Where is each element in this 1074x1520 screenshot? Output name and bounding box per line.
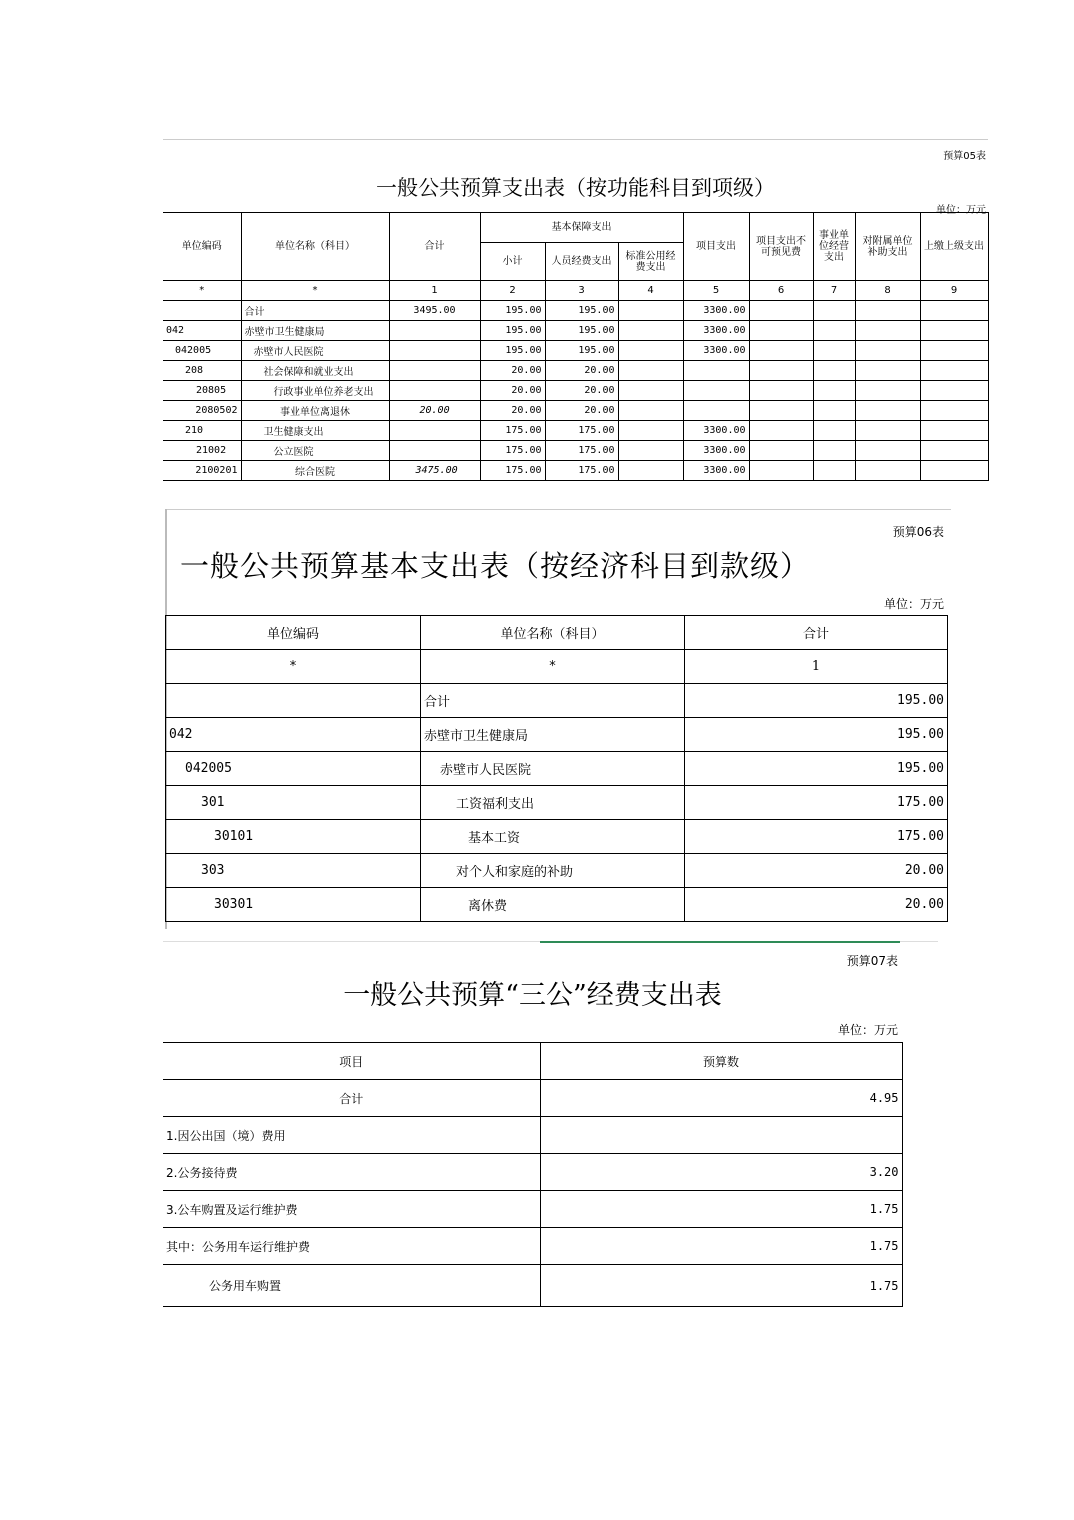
t06-total: 20.00 [685, 888, 948, 922]
table-row [166, 684, 948, 718]
table07 [163, 1042, 903, 1307]
table-row [163, 461, 988, 481]
t05-code: 21002 [163, 441, 241, 461]
t06-code: 042005 [166, 752, 421, 786]
t05-name: 事业单位离退休 [241, 401, 389, 421]
t05-idx: 7 [813, 281, 855, 301]
t07-item: 2.公务接待费 [163, 1154, 540, 1191]
table07-title: 一般公共预算“三公”经费支出表 [343, 980, 722, 1011]
t05-h-subtotal: 小计 [480, 243, 545, 281]
t05-name: 卫生健康支出 [241, 421, 389, 441]
table06-unit: 单位：万元 [883, 597, 944, 611]
table05-title: 一般公共预算支出表（按功能科目到项级） [376, 176, 775, 200]
t05-subtotal: 20.00 [480, 361, 545, 381]
t06-idx: * [166, 650, 421, 684]
t05-standard [618, 381, 683, 401]
t05-project: 3300.00 [683, 441, 749, 461]
t06-name: 赤壁市人民医院 [421, 752, 685, 786]
t06-name: 赤壁市卫生健康局 [421, 718, 685, 752]
t07-budget: 3.20 [540, 1154, 902, 1191]
t05-total [389, 441, 480, 461]
t05-h-subsidy: 对附属单位补助支出 [855, 213, 920, 281]
t05-code: 208 [163, 361, 241, 381]
t05-name: 行政事业单位养老支出 [241, 381, 389, 401]
table-row [166, 752, 948, 786]
table-row [163, 421, 988, 441]
t06-total: 195.00 [685, 752, 948, 786]
t05-subtotal: 195.00 [480, 301, 545, 321]
t07-item: 其中：公务用车运行维护费 [163, 1228, 540, 1265]
table-row [166, 786, 948, 820]
t05-project [683, 361, 749, 381]
t05-project: 3300.00 [683, 301, 749, 321]
t06-code [166, 684, 421, 718]
t05-code [163, 301, 241, 321]
t05-idx: 8 [855, 281, 920, 301]
t05-h-basic-group: 基本保障支出 [480, 213, 683, 243]
table-row [166, 854, 948, 888]
t07-budget: 1.75 [540, 1191, 902, 1228]
t07-item: 公务用车购置 [163, 1265, 540, 1307]
table-row [166, 888, 948, 922]
t06-total: 195.00 [685, 684, 948, 718]
t05-name: 社会保障和就业支出 [241, 361, 389, 381]
table05-code: 预算05表 [943, 151, 986, 162]
t05-personnel: 195.00 [545, 321, 618, 341]
table06-code: 预算06表 [892, 525, 944, 539]
table06-top-rule [166, 509, 951, 510]
t05-h-project-unforeseen: 项目支出不可预见费 [749, 213, 813, 281]
t05-standard [618, 301, 683, 321]
t05-h-standard: 标准公用经费支出 [618, 243, 683, 281]
table-row [163, 441, 988, 461]
t05-personnel: 195.00 [545, 341, 618, 361]
table-row [166, 718, 948, 752]
t05-name: 赤壁市卫生健康局 [241, 321, 389, 341]
t06-idx: * [421, 650, 685, 684]
t05-idx: 4 [618, 281, 683, 301]
t05-personnel: 195.00 [545, 301, 618, 321]
table-row [163, 341, 988, 361]
t06-name: 离休费 [421, 888, 685, 922]
t05-standard [618, 441, 683, 461]
t05-personnel: 20.00 [545, 381, 618, 401]
t06-total: 20.00 [685, 854, 948, 888]
t06-name: 合计 [421, 684, 685, 718]
t05-standard [618, 341, 683, 361]
t05-h-code: 单位编码 [163, 213, 241, 281]
t05-subtotal: 175.00 [480, 461, 545, 481]
table06-title: 一般公共预算基本支出表（按经济科目到款级） [180, 549, 811, 583]
t05-subtotal: 195.00 [480, 341, 545, 361]
t07-h-item: 项目 [163, 1043, 540, 1080]
t05-code: 042 [163, 321, 241, 341]
t05-subtotal: 20.00 [480, 381, 545, 401]
t05-standard [618, 421, 683, 441]
t05-code: 20805 [163, 381, 241, 401]
t05-personnel: 175.00 [545, 461, 618, 481]
t05-personnel: 20.00 [545, 401, 618, 421]
t06-h-code: 单位编码 [166, 616, 421, 650]
table05 [163, 212, 989, 481]
t05-standard [618, 401, 683, 421]
t05-name: 赤壁市人民医院 [241, 341, 389, 361]
t05-project [683, 401, 749, 421]
table-row [163, 1117, 902, 1154]
t05-personnel: 175.00 [545, 441, 618, 461]
t05-subtotal: 20.00 [480, 401, 545, 421]
t06-code: 30101 [166, 820, 421, 854]
t05-personnel: 175.00 [545, 421, 618, 441]
t05-idx: 9 [920, 281, 988, 301]
table07-code: 预算07表 [846, 954, 898, 968]
table07-unit: 单位：万元 [837, 1023, 898, 1037]
t05-idx: 5 [683, 281, 749, 301]
t05-total [389, 421, 480, 441]
table07-accent-rule [540, 941, 900, 943]
table-row [166, 820, 948, 854]
table-row [163, 361, 988, 381]
t06-h-name: 单位名称（科目） [421, 616, 685, 650]
t06-total: 175.00 [685, 786, 948, 820]
t05-project: 3300.00 [683, 341, 749, 361]
t06-total: 195.00 [685, 718, 948, 752]
t05-code: 210 [163, 421, 241, 441]
t05-total [389, 341, 480, 361]
t06-name: 对个人和家庭的补助 [421, 854, 685, 888]
t05-index-row [163, 281, 988, 301]
table06 [165, 615, 948, 922]
t05-code: 2100201 [163, 461, 241, 481]
table-row [163, 381, 988, 401]
t06-code: 30301 [166, 888, 421, 922]
t07-budget [540, 1117, 902, 1154]
t06-code: 042 [166, 718, 421, 752]
table-row [163, 401, 988, 421]
t05-standard [618, 461, 683, 481]
t05-project: 3300.00 [683, 461, 749, 481]
t05-subtotal: 195.00 [480, 321, 545, 341]
t06-h-total: 合计 [685, 616, 948, 650]
t05-h-personnel: 人员经费支出 [545, 243, 618, 281]
t07-item: 1.因公出国（境）费用 [163, 1117, 540, 1154]
t05-total: 3475.00 [389, 461, 480, 481]
t07-item: 合计 [163, 1080, 540, 1117]
table-row [163, 1228, 902, 1265]
table-row [163, 301, 988, 321]
t05-h-project: 项目支出 [683, 213, 749, 281]
t05-h-name: 单位名称（科目） [241, 213, 389, 281]
t06-code: 303 [166, 854, 421, 888]
t05-idx: 1 [389, 281, 480, 301]
table-row [163, 1265, 902, 1307]
t05-total [389, 381, 480, 401]
t05-idx: 2 [480, 281, 545, 301]
t06-name: 基本工资 [421, 820, 685, 854]
t05-subtotal: 175.00 [480, 441, 545, 461]
t07-budget: 4.95 [540, 1080, 902, 1117]
t05-project: 3300.00 [683, 421, 749, 441]
t05-project: 3300.00 [683, 321, 749, 341]
t05-idx: * [241, 281, 389, 301]
t05-code: 2080502 [163, 401, 241, 421]
t07-h-budget: 预算数 [540, 1043, 902, 1080]
t07-item: 3.公车购置及运行维护费 [163, 1191, 540, 1228]
t05-idx: * [163, 281, 241, 301]
table-row [163, 1191, 902, 1228]
table05-top-rule [163, 139, 988, 140]
t07-budget: 1.75 [540, 1228, 902, 1265]
t05-idx: 3 [545, 281, 618, 301]
t05-personnel: 20.00 [545, 361, 618, 381]
t05-project [683, 381, 749, 401]
t07-budget: 1.75 [540, 1265, 902, 1307]
t05-name: 合计 [241, 301, 389, 321]
t05-total [389, 361, 480, 381]
t05-h-public-institution: 事业单位经营支出 [813, 213, 855, 281]
t05-h-total: 合计 [389, 213, 480, 281]
t06-index-row [166, 650, 948, 684]
t06-total: 175.00 [685, 820, 948, 854]
t05-total [389, 321, 480, 341]
t05-name: 综合医院 [241, 461, 389, 481]
table-row [163, 1080, 902, 1117]
t06-code: 301 [166, 786, 421, 820]
t05-h-pay-superior: 上缴上级支出 [920, 213, 988, 281]
t06-name: 工资福利支出 [421, 786, 685, 820]
t06-idx: 1 [685, 650, 948, 684]
t05-total: 3495.00 [389, 301, 480, 321]
t05-standard [618, 361, 683, 381]
table05-unit: 单位：万元 [936, 205, 986, 216]
table-row [163, 1154, 902, 1191]
t05-idx: 6 [749, 281, 813, 301]
table-row [163, 321, 988, 341]
t05-name: 公立医院 [241, 441, 389, 461]
t05-code: 042005 [163, 341, 241, 361]
t05-standard [618, 321, 683, 341]
t05-total: 20.00 [389, 401, 480, 421]
t05-subtotal: 175.00 [480, 421, 545, 441]
